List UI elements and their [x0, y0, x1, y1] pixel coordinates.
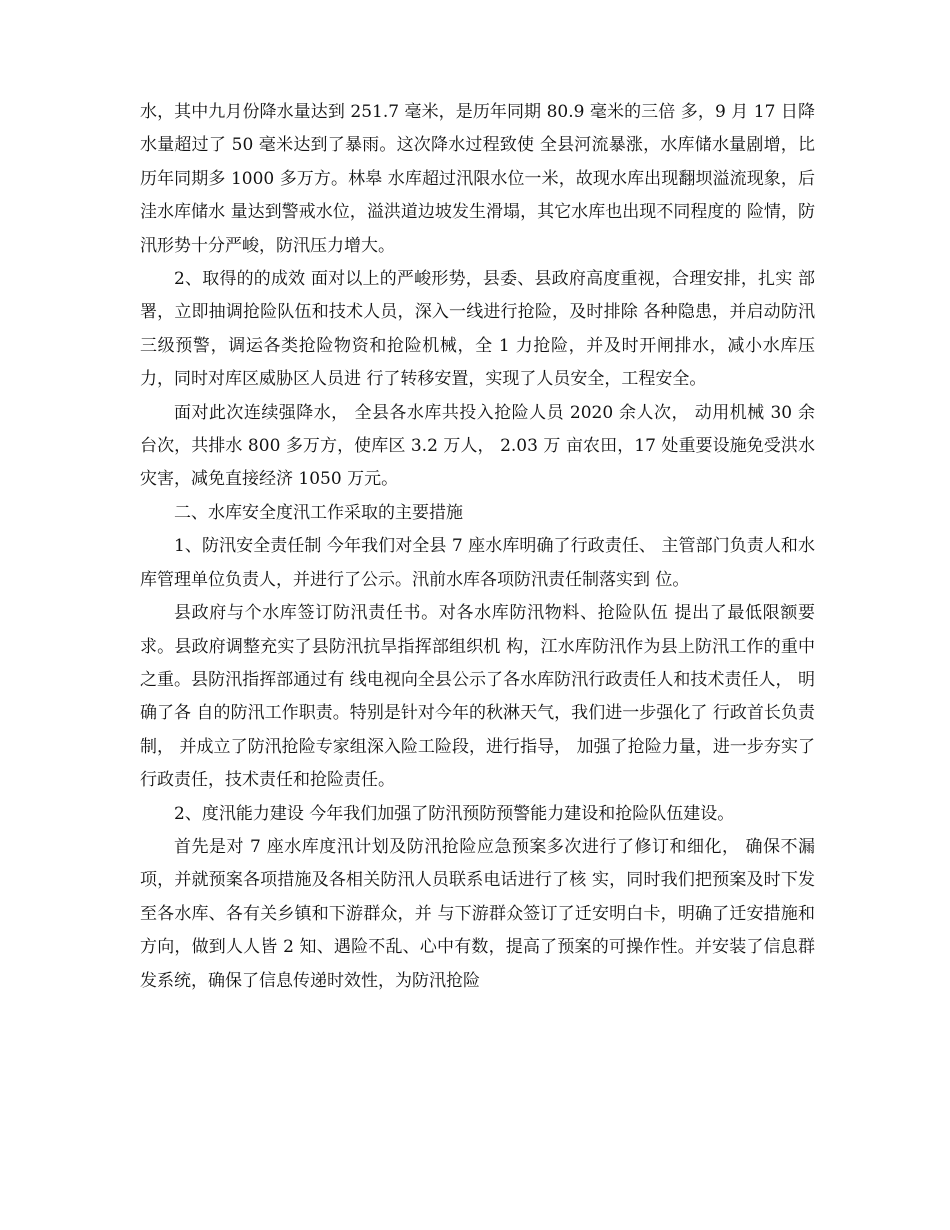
paragraph-responsibility-system: 1、防汛安全责任制 今年我们对全县 7 座水库明确了行政责任、 主管部门负责人和水 库管理单位负责人，并进行了公示。汛前水库各项防汛责任制落实到 位。	[140, 536, 815, 590]
paragraph-responsibility-letters: 县政府与个水库签订防汛责任书。对各水库防汛物料、抢险队伍 提出了最低限额要求。县政府调整充实了县防汛抗旱指挥部组织机 构，江水库防汛作为县上防汛工作的重中之重。县防汛指挥部通过有 线电视向全县公示了各水库防汛行政责任人和技术责任人， 明确了各 自的防汛工作职责。特别是针对今年的秋淋天气，我们进一步强化了 行政首长负责制， 并成立了防汛抢险专家组深入险工险段，进行指导， 加强了抢险力量，进一步夯实了行政责任，技术责任和抢险责任。	[140, 603, 815, 791]
paragraph-emergency-plans: 首先是对 7 座水库度汛计划及防汛抢险应急预案多次进行了修订和细化， 确保不漏项，并就预案各项措施及各相关防汛人员联系电话进行了核 实，同时我们把预案及时下发至各水库、各有关乡镇和下游群众，并 与下游群众签订了迁安明白卡，明确了迁安措施和方向，做到人人皆 2 知、遇险不乱、心中有数，提高了预案的可操作性。并安装了信息群 发系统，确保了信息传递时效性，为防汛抢险	[140, 836, 815, 991]
paragraph-rainfall-situation: 水，其中九月份降水量达到 251.7 毫米，是历年同期 80.9 毫米的三倍 多，9 月 17 日降水量超过了 50 毫米达到了暴雨。这次降水过程致使 全县河流暴涨，水库储水量剧增，比历年同期多 1000 多万方。林皋 水库超过汛限水位一米，故现水库出现翻坝溢流现象，后洼水库储水 量达到警戒水位，溢洪道边坡发生滑塌，其它水库也出现不同程度的 险情，防汛形势十分严峻，防汛压力增大。	[140, 102, 815, 256]
paragraph-achievements: 2、取得的的成效 面对以上的严峻形势，县委、县政府高度重视，合理安排，扎实 部署，立即抽调抢险队伍和技术人员，深入一线进行抢险，及时排除 各种隐患，并启动防汛三级预警，调运各类抢险物资和抢险机械，全 1 力抢险，并及时开闸排水，减小水库压力，同时对库区威胁区人员进 行了转移安置，实现了人员安全，工程安全。	[140, 269, 815, 390]
document-body	[140, 96, 815, 998]
paragraph-capacity-building: 2、度汛能力建设 今年我们加强了防汛预防预警能力建设和抢险队伍建设。	[174, 803, 735, 824]
section-heading-main-measures: 二、水库安全度汛工作采取的主要措施	[174, 502, 463, 523]
paragraph-rescue-statistics: 面对此次连续强降水， 全县各水库共投入抢险人员 2020 余人次， 动用机械 30 余台次，共排水 800 多万方，使库区 3.2 万人， 2.03 万 亩农田，17 处重要设施免受洪水灾害，减免直接经济 1050 万元。	[140, 402, 815, 490]
